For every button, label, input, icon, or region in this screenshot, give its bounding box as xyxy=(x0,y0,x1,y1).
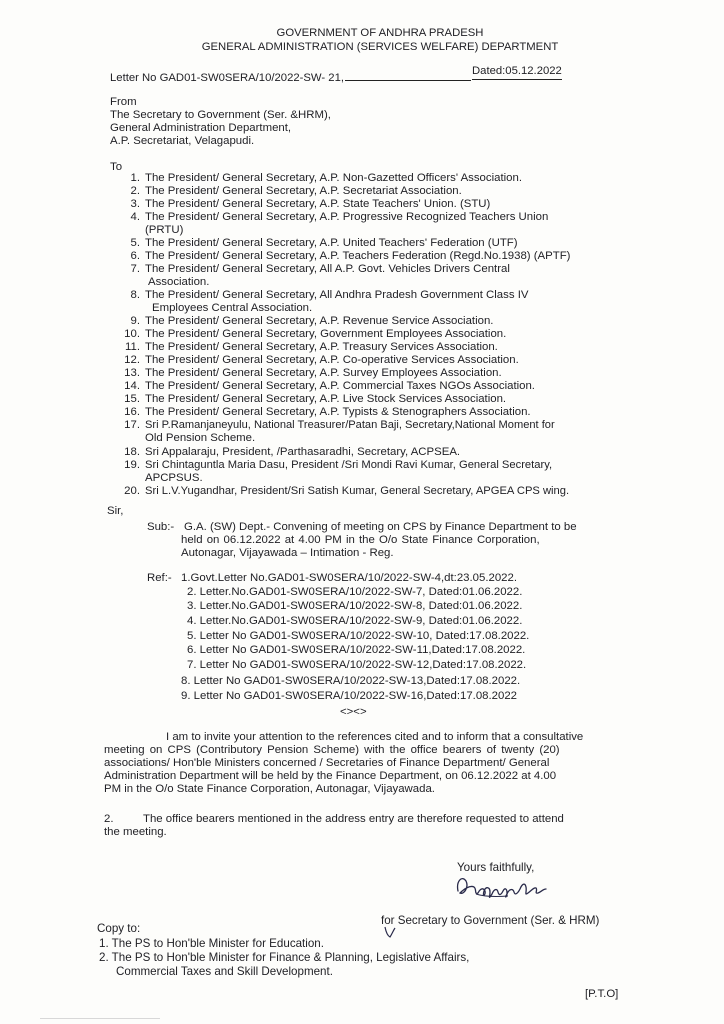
salutation: Sir, xyxy=(107,505,124,517)
separator: <><> xyxy=(340,706,367,718)
list-item: The President/ General Secretary, A.P. State Teachers' Union. (STU) xyxy=(145,198,491,210)
list-number: 19. xyxy=(124,459,140,471)
list-item: The President/ General Secretary, A.P. Non-Gazetted Officers' Association. xyxy=(145,172,522,184)
reference-item: 8. Letter No GAD01-SW0SERA/10/2022-SW-13,Dated:17.08.2022. xyxy=(181,675,521,687)
copy-to-label: Copy to: xyxy=(97,922,141,935)
list-number: 3. xyxy=(130,198,140,210)
pto-marker: [P.T.O] xyxy=(585,988,619,1000)
body-line: I am to invite your attention to the references cited and to inform that a consultative xyxy=(166,731,584,743)
body-line: The office bearers mentioned in the address entry are therefore requested to attend xyxy=(143,813,564,825)
copy-item: Commercial Taxes and Skill Development. xyxy=(116,965,333,978)
from-line: A.P. Secretariat, Velagapudi. xyxy=(110,135,255,147)
letter-date: Dated:05.12.2022 xyxy=(472,65,562,80)
scan-mark xyxy=(40,1018,160,1019)
subject-line: G.A. (SW) Dept.- Convening of meeting on CPS by Finance Department to be xyxy=(184,521,577,533)
body-line: Administration Department will be held by the Finance Department, on 06.12.2022 at 4.00 xyxy=(104,770,557,782)
list-number: 13. xyxy=(124,367,140,379)
subject-line: Autonagar, Vijayawada – Intimation - Reg. xyxy=(181,547,394,559)
letter-number: Letter No GAD01-SW0SERA/10/2022-SW- 21, xyxy=(110,72,344,84)
list-item: Sri Appalaraju, President, /Parthasaradhi, Secretary, ACPSEA. xyxy=(145,446,461,458)
header-line2: GENERAL ADMINISTRATION (SERVICES WELFARE) DEPARTMENT xyxy=(201,41,559,53)
list-number: 2. xyxy=(130,185,140,197)
yours-faithfully: Yours faithfully, xyxy=(457,861,535,874)
header-line1: GOVERNMENT OF ANDHRA PRADESH xyxy=(276,27,484,39)
list-item: Sri P.Ramanjaneyulu, National Treasurer/Patan Baji, Secretary,National Moment for xyxy=(145,419,555,431)
reference-item: 6. Letter No GAD01-SW0SERA/10/2022-SW-11,Dated:17.08.2022. xyxy=(187,644,526,656)
list-item: The President/ General Secretary, A.P. Live Stock Services Association. xyxy=(145,393,507,405)
list-item: The President/ General Secretary, A.P. Secretariat Association. xyxy=(145,185,462,197)
list-number: 12. xyxy=(124,354,140,366)
reference-item: 1.Govt.Letter No.GAD01-SW0SERA/10/2022-SW-4,dt:23.05.2022. xyxy=(181,572,517,584)
reference-item: 9. Letter No GAD01-SW0SERA/10/2022-SW-16,Dated:17.08.2022 xyxy=(181,690,518,702)
list-number: 6. xyxy=(130,250,140,262)
body-line: the meeting. xyxy=(104,826,167,838)
list-number: 7. xyxy=(130,263,140,275)
list-item-cont: APCPSUS. xyxy=(145,472,203,484)
list-item: The President/ General Secretary, All Andhra Pradesh Government Class IV xyxy=(145,289,529,301)
signature xyxy=(452,869,552,903)
from-line: The Secretary to Government (Ser. &HRM), xyxy=(110,109,331,121)
list-number: 8. xyxy=(130,289,140,301)
references-label: Ref:- xyxy=(147,572,172,584)
signatory: for Secretary to Government (Ser. & HRM) xyxy=(381,914,600,927)
reference-item: 7. Letter No GAD01-SW0SERA/10/2022-SW-12,Dated:17.08.2022. xyxy=(187,659,527,671)
list-item: The President/ General Secretary, A.P. Commercial Taxes NGOs Association. xyxy=(145,380,535,392)
list-item: The President/ General Secretary, A.P. Co-operative Services Association. xyxy=(145,354,519,366)
reference-item: 2. Letter.No.GAD01-SW0SERA/10/2022-SW-7, Dated:01.06.2022. xyxy=(187,586,523,598)
list-number: 14. xyxy=(124,380,140,392)
list-item: The President/ General Secretary, A.P. Survey Employees Association. xyxy=(145,367,502,379)
list-item-cont: Employees Central Association. xyxy=(152,302,313,314)
list-number: 20. xyxy=(124,485,140,497)
copy-item: 1. The PS to Hon'ble Minister for Education. xyxy=(99,937,324,950)
list-item-cont: Old Pension Scheme. xyxy=(145,432,256,444)
from-line: General Administration Department, xyxy=(110,122,292,134)
list-item: Sri Chintaguntla Maria Dasu, President /Sri Mondi Ravi Kumar, General Secretary, xyxy=(145,459,553,471)
list-item: The President/ General Secretary, A.P. Teachers Federation (Regd.No.1938) (APTF) xyxy=(145,250,571,262)
para2-number: 2. xyxy=(104,813,114,825)
list-number: 5. xyxy=(130,237,140,249)
list-item: Sri L.V.Yugandhar, President/Sri Satish Kumar, General Secretary, APGEA CPS wing. xyxy=(145,485,570,497)
list-number: 11. xyxy=(125,341,140,353)
list-item: The President/ General Secretary, A.P. Typists & Stenographers Association. xyxy=(145,406,531,418)
subject-label: Sub:- xyxy=(147,521,175,533)
list-number: 9. xyxy=(130,315,140,327)
list-number: 16. xyxy=(124,406,140,418)
list-item: The President/ General Secretary, A.P. Progressive Recognized Teachers Union xyxy=(145,211,549,223)
list-number: 15. xyxy=(124,393,140,405)
list-item: The President/ General Secretary, A.P. United Teachers' Federation (UTF) xyxy=(145,237,518,249)
letter-number-underline xyxy=(345,80,471,81)
list-item: The President/ General Secretary, Government Employees Association. xyxy=(145,328,507,340)
reference-item: 3. Letter.No.GAD01-SW0SERA/10/2022-SW-8, Dated:01.06.2022. xyxy=(187,600,523,612)
initial-mark xyxy=(383,925,397,939)
list-number: 18. xyxy=(124,446,140,458)
list-item: The President/ General Secretary, All A.P. Govt. Vehicles Drivers Central xyxy=(145,263,510,275)
list-number: 17. xyxy=(124,419,140,431)
body-line: meeting on CPS (Contributory Pension Scheme) with the office bearers of twenty (20) xyxy=(104,744,560,756)
from-label: From xyxy=(110,96,137,108)
subject-line: held on 06.12.2022 at 4.00 PM in the O/o State Finance Corporation, xyxy=(181,534,540,546)
copy-item: 2. The PS to Hon'ble Minister for Finance & Planning, Legislative Affairs, xyxy=(99,951,470,964)
list-item-cont: Association. xyxy=(148,276,210,288)
to-label: To xyxy=(110,161,123,173)
list-item: The President/ General Secretary, A.P. Revenue Service Association. xyxy=(145,315,494,327)
reference-item: 5. Letter No GAD01-SW0SERA/10/2022-SW-10, Dated:17.08.2022. xyxy=(187,630,530,642)
body-line: associations/ Hon'ble Ministers concerned / Secretaries of Finance Department/ General xyxy=(104,757,550,769)
list-item: The President/ General Secretary, A.P. Treasury Services Association. xyxy=(145,341,498,353)
reference-item: 4. Letter.No.GAD01-SW0SERA/10/2022-SW-9, Dated:01.06.2022. xyxy=(187,615,523,627)
list-number: 10. xyxy=(124,328,140,340)
list-item-cont: (PRTU) xyxy=(145,224,184,236)
list-number: 1. xyxy=(130,172,140,184)
list-number: 4. xyxy=(130,211,140,223)
body-line: PM in the O/o State Finance Corporation, Autonagar, Vijayawada. xyxy=(104,783,435,795)
